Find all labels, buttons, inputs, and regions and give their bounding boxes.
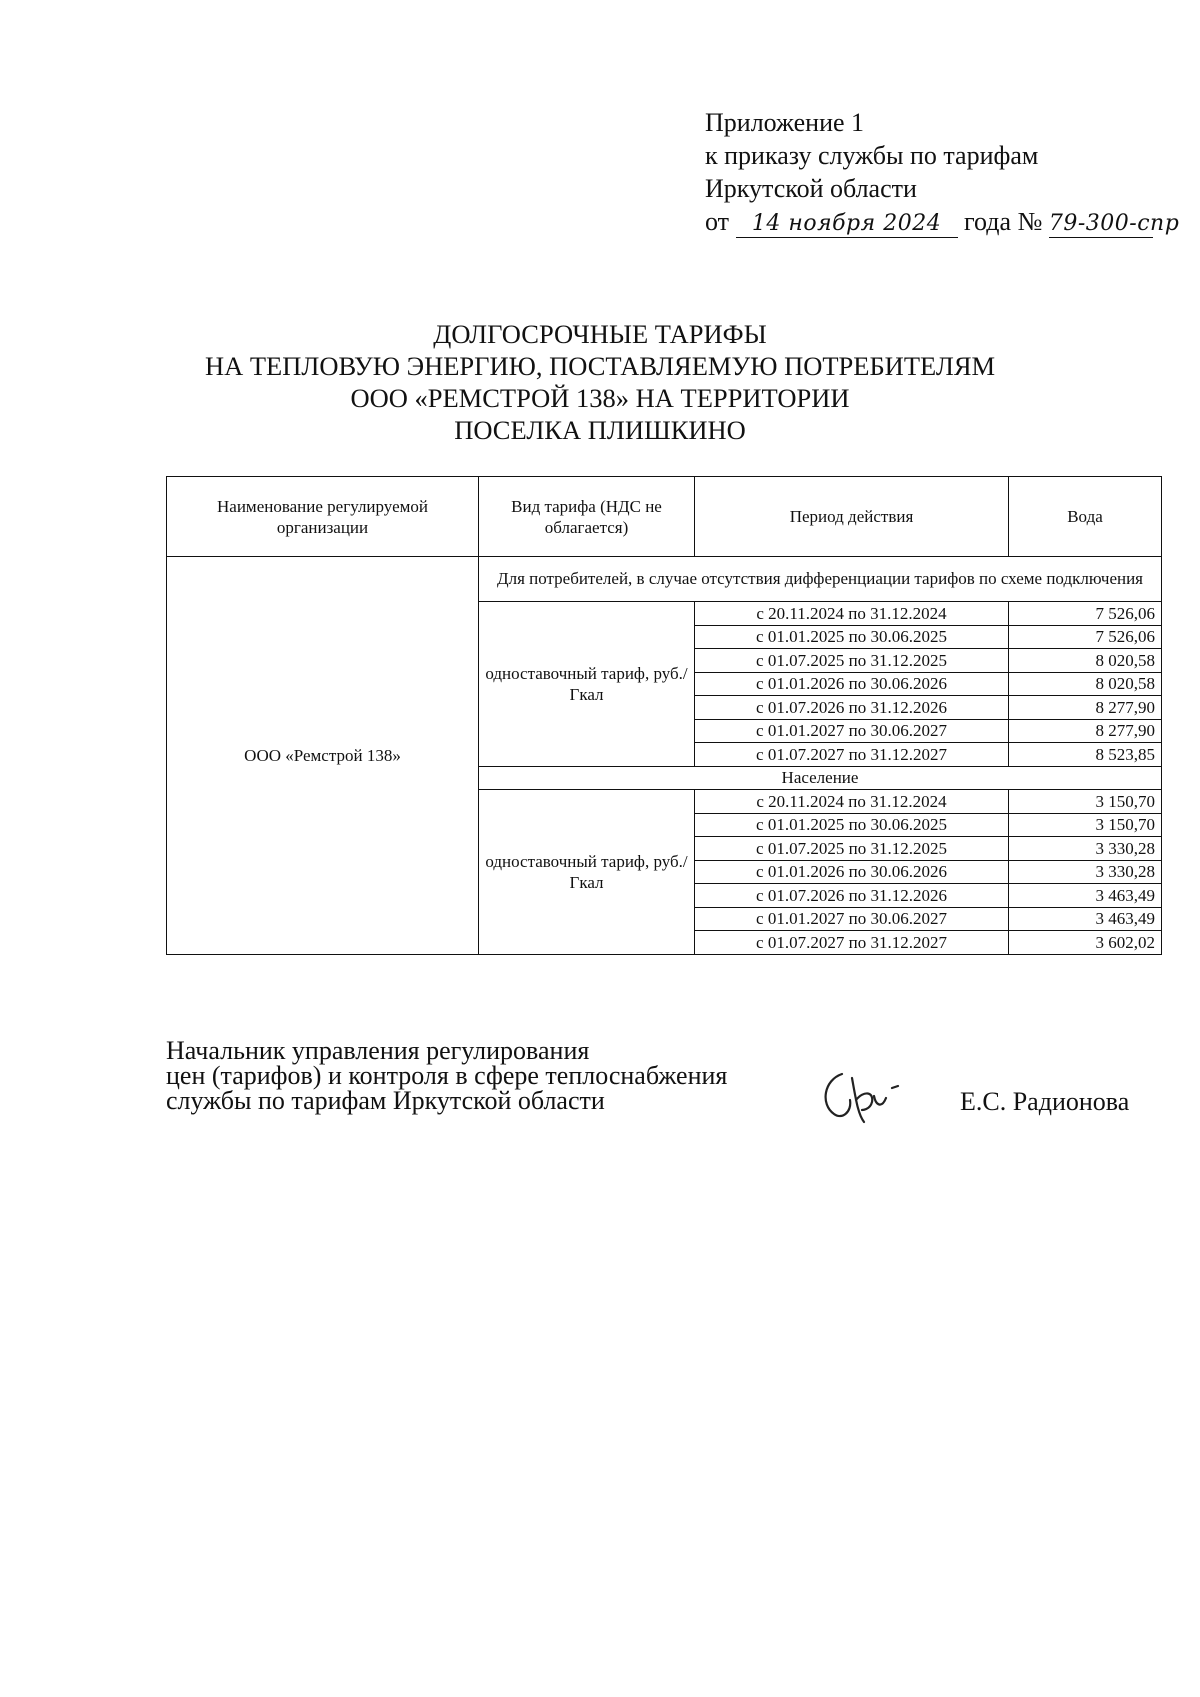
handwritten-order-number: 79-300-спр: [1048, 211, 1180, 236]
title-line-4: ПОСЕЛКА ПЛИШКИНО: [454, 415, 746, 445]
handwritten-signature-icon: [812, 1060, 902, 1130]
value-cell: 8 277,90: [1009, 696, 1162, 720]
value-cell: 3 463,49: [1009, 884, 1162, 908]
signer-name: Е.С. Радионова: [960, 1087, 1130, 1116]
period-cell: с 01.01.2026 по 30.06.2026: [695, 860, 1009, 884]
value-cell: 7 526,06: [1009, 602, 1162, 626]
period-cell: с 01.01.2025 по 30.06.2025: [695, 813, 1009, 837]
value-cell: 3 330,28: [1009, 860, 1162, 884]
period-cell: с 01.07.2025 по 31.12.2025: [695, 649, 1009, 673]
organization-cell: ООО «Ремстрой 138»: [167, 557, 479, 955]
table-header-row: [167, 477, 1162, 557]
appendix-line-3: Иркутской области: [705, 174, 917, 203]
value-cell: 3 463,49: [1009, 907, 1162, 931]
position-line-1: Начальник управления регулирования: [166, 1036, 590, 1065]
tariff-table: [166, 476, 1162, 955]
header-water: Вода: [1009, 477, 1162, 557]
header-tariff-type: Вид тарифа (НДС не облагается): [479, 477, 695, 557]
period-cell: с 20.11.2024 по 31.12.2024: [695, 790, 1009, 814]
value-cell: 3 150,70: [1009, 813, 1162, 837]
group-label-consumers: Для потребителей, в случае отсутствия дифференциации тарифов по схеме подключения: [479, 557, 1162, 602]
period-cell: с 01.07.2027 по 31.12.2027: [695, 743, 1009, 767]
period-cell: с 01.01.2026 по 30.06.2026: [695, 672, 1009, 696]
position-line-2: цен (тарифов) и контроля в сфере теплоснабжения: [166, 1061, 728, 1090]
value-cell: 8 277,90: [1009, 719, 1162, 743]
position-line-3: службы по тарифам Иркутской области: [166, 1086, 605, 1115]
value-cell: 3 330,28: [1009, 837, 1162, 861]
appendix-line-2: к приказу службы по тарифам: [705, 141, 1039, 170]
tariff-type-cell: одноставочный тариф, руб./Гкал: [479, 602, 695, 767]
value-cell: 8 020,58: [1009, 649, 1162, 673]
period-cell: с 20.11.2024 по 31.12.2024: [695, 602, 1009, 626]
from-prefix: от: [705, 207, 730, 236]
group-row-consumers: [167, 557, 1162, 602]
value-cell: 3 150,70: [1009, 790, 1162, 814]
header-organization: Наименование регулируемой организации: [167, 477, 479, 557]
header-period: Период действия: [695, 477, 1009, 557]
tariff-type-cell: одноставочный тариф, руб./Гкал: [479, 790, 695, 955]
period-cell: с 01.01.2027 по 30.06.2027: [695, 719, 1009, 743]
appendix-block: [705, 106, 1180, 238]
period-cell: с 01.07.2025 по 31.12.2025: [695, 837, 1009, 861]
document-title: [0, 318, 1200, 446]
group-label-population: Население: [479, 766, 1162, 790]
signature-position: [166, 1038, 727, 1113]
value-cell: 3 602,02: [1009, 931, 1162, 955]
value-cell: 7 526,06: [1009, 625, 1162, 649]
value-cell: 8 523,85: [1009, 743, 1162, 767]
period-cell: с 01.07.2027 по 31.12.2027: [695, 931, 1009, 955]
appendix-order-line: [705, 205, 1180, 238]
title-line-2: НА ТЕПЛОВУЮ ЭНЕРГИЮ, ПОСТАВЛЯЕМУЮ ПОТРЕБИТЕЛЯМ: [204, 351, 996, 381]
value-cell: 8 020,58: [1009, 672, 1162, 696]
period-cell: с 01.01.2027 по 30.06.2027: [695, 907, 1009, 931]
period-cell: с 01.07.2026 по 31.12.2026: [695, 696, 1009, 720]
appendix-line-1: Приложение 1: [705, 108, 865, 137]
period-cell: с 01.01.2025 по 30.06.2025: [695, 625, 1009, 649]
handwritten-date: 14 ноября 2024: [736, 211, 958, 238]
title-line-1: ДОЛГОСРОЧНЫЕ ТАРИФЫ: [433, 319, 767, 349]
year-label: года №: [964, 207, 1043, 236]
title-line-3: ООО «РЕМСТРОЙ 138» НА ТЕРРИТОРИИ: [350, 383, 850, 413]
period-cell: с 01.07.2026 по 31.12.2026: [695, 884, 1009, 908]
